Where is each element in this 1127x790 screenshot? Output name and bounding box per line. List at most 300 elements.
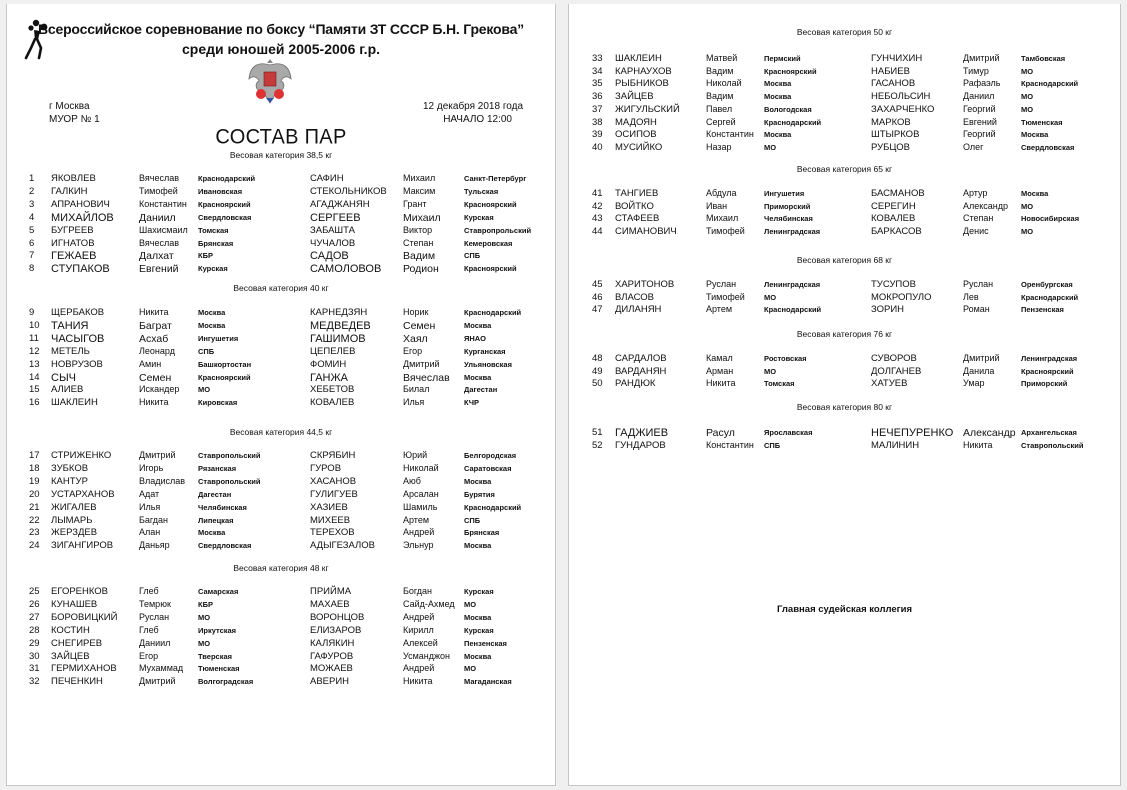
red-corner-first-name: Темрюк bbox=[139, 598, 171, 609]
bout-pair-row bbox=[7, 212, 555, 225]
red-corner-region: Красноярский bbox=[198, 199, 251, 209]
bout-number: 14 bbox=[29, 371, 40, 383]
blue-corner-first-name: Данила bbox=[963, 365, 995, 376]
blue-corner-surname: СЕРГЕЕВ bbox=[310, 211, 361, 224]
red-corner-region: Москва bbox=[764, 79, 792, 89]
red-corner-surname: МИХАЙЛОВ bbox=[51, 211, 114, 224]
bout-pair-row bbox=[7, 476, 555, 489]
red-corner-first-name: Глеб bbox=[139, 624, 159, 635]
bout-number: 26 bbox=[29, 598, 40, 610]
blue-corner-surname: ВОРОНЦОВ bbox=[310, 611, 365, 623]
weight-category-heading: Весовая категория 65 кг bbox=[796, 164, 893, 174]
weight-category-heading: Весовая категория 38,5 кг bbox=[229, 150, 333, 160]
bout-number: 39 bbox=[592, 129, 603, 141]
bout-pair-row bbox=[7, 676, 555, 689]
bout-pair-row bbox=[7, 238, 555, 251]
blue-corner-region: Свердловская bbox=[1021, 142, 1075, 152]
blue-corner-region: Брянская bbox=[464, 528, 500, 538]
blue-corner-first-name: Усманджон bbox=[403, 650, 451, 661]
blue-corner-region: Краснодарский bbox=[1021, 79, 1079, 89]
red-corner-region: Дагестан bbox=[198, 489, 232, 499]
bout-pair-row bbox=[7, 502, 555, 515]
blue-corner-surname: ПРИЙМА bbox=[310, 586, 352, 597]
blue-corner-surname: ГАСАНОВ bbox=[871, 78, 916, 90]
red-corner-region: Челябинская bbox=[198, 502, 247, 512]
red-corner-first-name: Никита bbox=[139, 397, 169, 408]
red-corner-region: СПБ bbox=[198, 346, 215, 356]
blue-corner-first-name: Артем bbox=[403, 514, 430, 525]
red-corner-surname: ЗИГАНГИРОВ bbox=[51, 540, 114, 552]
bout-number: 41 bbox=[592, 188, 603, 199]
red-corner-region: СПБ bbox=[764, 440, 781, 450]
blue-corner-surname: ХЕБЕТОВ bbox=[310, 384, 355, 396]
red-corner-surname: ЕГОРЕНКОВ bbox=[51, 586, 109, 597]
blue-corner-region: Бурятия bbox=[464, 489, 495, 499]
red-corner-first-name: Матвей bbox=[706, 53, 738, 63]
red-corner-surname: ИГНАТОВ bbox=[51, 237, 95, 249]
bout-pair-row bbox=[7, 346, 555, 359]
bout-number: 52 bbox=[592, 439, 603, 451]
red-corner-surname: ДИЛАНЯН bbox=[615, 304, 662, 316]
blue-corner-region: Приморский bbox=[1021, 379, 1068, 389]
blue-corner-surname: КАРНЕДЗЯН bbox=[310, 307, 368, 318]
bout-number: 12 bbox=[29, 345, 40, 357]
red-corner-surname: ТАНГИЕВ bbox=[615, 188, 659, 199]
red-corner-first-name: Леонард bbox=[139, 345, 175, 356]
blue-corner-region: Дагестан bbox=[464, 385, 498, 395]
red-corner-region: Томская bbox=[764, 379, 795, 389]
blue-corner-first-name: Никита bbox=[963, 439, 993, 450]
bout-number: 23 bbox=[29, 527, 40, 539]
bout-number: 31 bbox=[29, 663, 40, 675]
bout-pair-row bbox=[7, 333, 555, 346]
bout-pair-row bbox=[7, 463, 555, 476]
bout-number: 6 bbox=[29, 237, 35, 249]
bout-number: 1 bbox=[29, 173, 35, 184]
blue-corner-first-name: Дмитрий bbox=[963, 53, 1000, 63]
blue-corner-first-name: Александр bbox=[963, 200, 1009, 211]
blue-corner-first-name: Аюб bbox=[403, 475, 421, 486]
red-corner-first-name: Вадим bbox=[706, 65, 734, 76]
blue-corner-first-name: Вадим bbox=[403, 250, 436, 263]
red-corner-first-name: Никита bbox=[139, 307, 169, 317]
red-corner-surname: СТУПАКОВ bbox=[51, 263, 110, 276]
bout-number: 44 bbox=[592, 226, 603, 238]
red-corner-surname: ГУНДАРОВ bbox=[615, 439, 666, 451]
red-corner-first-name: Даньяр bbox=[139, 540, 170, 551]
blue-corner-region: Кемеровская bbox=[464, 238, 513, 248]
blue-corner-region: Москва bbox=[464, 372, 492, 382]
red-corner-region: Москва bbox=[198, 528, 226, 538]
blue-corner-surname: ГАНЖА bbox=[310, 371, 348, 384]
red-corner-region: МО bbox=[198, 612, 211, 622]
blue-corner-first-name: Кирилл bbox=[403, 624, 434, 635]
blue-corner-first-name: Андрей bbox=[403, 527, 435, 538]
red-corner-first-name: Даниил bbox=[139, 211, 176, 224]
blue-corner-first-name: Юрий bbox=[403, 450, 428, 460]
red-corner-region: Красноярский bbox=[764, 66, 817, 76]
red-corner-surname: НОВРУЗОВ bbox=[51, 358, 103, 370]
blue-corner-first-name: Степан bbox=[403, 237, 434, 248]
red-corner-region: Вологодская bbox=[764, 104, 812, 114]
bout-pair-row bbox=[569, 292, 1120, 305]
bout-number: 22 bbox=[29, 514, 40, 526]
bout-pair-row bbox=[569, 142, 1120, 155]
red-corner-surname: ГАДЖИЕВ bbox=[615, 427, 669, 439]
blue-corner-surname: ШТЫРКОВ bbox=[871, 129, 920, 141]
bout-pair-row bbox=[7, 397, 555, 410]
red-corner-region: Томская bbox=[198, 225, 229, 235]
blue-corner-region: Новосибирская bbox=[1021, 214, 1080, 224]
red-corner-region: Тюменская bbox=[198, 664, 240, 674]
red-corner-region: Брянская bbox=[198, 238, 234, 248]
bout-pair-row bbox=[569, 427, 1120, 440]
blue-corner-surname: МАХАЕВ bbox=[310, 598, 350, 610]
red-corner-region: Москва bbox=[198, 308, 226, 317]
coat-of-arms-emblem bbox=[247, 57, 293, 109]
red-corner-surname: ГЕЖАЕВ bbox=[51, 250, 97, 263]
blue-corner-first-name: Богдан bbox=[403, 586, 433, 596]
blue-corner-surname: НЕЧЕПУРЕНКО bbox=[871, 427, 954, 439]
bout-pair-row bbox=[7, 359, 555, 372]
blue-corner-surname: СТЕКОЛЬНИКОВ bbox=[310, 185, 387, 197]
blue-corner-first-name: Олег bbox=[963, 141, 984, 152]
blue-corner-surname: ЧУЧАЛОВ bbox=[310, 237, 356, 249]
red-corner-region: Ивановская bbox=[198, 186, 243, 196]
red-corner-region: Башкортостан bbox=[198, 359, 252, 369]
blue-corner-region: Краснодарский bbox=[464, 502, 522, 512]
blue-corner-region: Москва bbox=[464, 612, 492, 622]
bout-number: 13 bbox=[29, 358, 40, 370]
blue-corner-surname: ЗОРИН bbox=[871, 304, 905, 316]
bout-pair-row bbox=[7, 489, 555, 502]
blue-corner-first-name: Михаил bbox=[403, 173, 436, 183]
blue-corner-region: Курганская bbox=[464, 346, 506, 356]
red-corner-first-name: Павел bbox=[706, 103, 733, 114]
weight-category-heading: Весовая категория 76 кг bbox=[796, 329, 893, 339]
red-corner-surname: БУГРЕЕВ bbox=[51, 224, 94, 236]
blue-corner-surname: САФИН bbox=[310, 173, 344, 184]
blue-corner-first-name: Артур bbox=[963, 188, 988, 198]
bout-pair-row bbox=[7, 540, 555, 553]
date-label: 12 декабря 2018 года bbox=[422, 101, 523, 112]
blue-corner-region: Тамбовская bbox=[1021, 54, 1066, 63]
blue-corner-first-name: Илья bbox=[403, 397, 425, 408]
start-time-label: НАЧАЛО 12:00 bbox=[443, 114, 512, 125]
red-corner-surname: ЯКОВЛЕВ bbox=[51, 173, 96, 184]
document-page-2 bbox=[568, 4, 1121, 786]
bout-number: 24 bbox=[29, 540, 40, 552]
red-corner-surname: ЗУБКОВ bbox=[51, 462, 89, 474]
bout-number: 36 bbox=[592, 91, 603, 103]
blue-corner-region: МО bbox=[1021, 92, 1034, 102]
blue-corner-region: МО bbox=[464, 664, 477, 674]
blue-corner-surname: ХАСАНОВ bbox=[310, 475, 357, 487]
weight-category-heading: Весовая категория 80 кг bbox=[796, 402, 893, 412]
bout-number: 47 bbox=[592, 304, 603, 316]
red-corner-first-name: Сергей bbox=[706, 116, 736, 127]
blue-corner-region: МО bbox=[1021, 201, 1034, 211]
red-corner-first-name: Семен bbox=[139, 371, 172, 384]
bout-number: 7 bbox=[29, 250, 35, 262]
red-corner-first-name: Мухаммад bbox=[139, 663, 184, 674]
bout-pair-row bbox=[7, 320, 555, 333]
bout-pair-row bbox=[569, 304, 1120, 317]
blue-corner-first-name: Шамиль bbox=[403, 501, 438, 512]
red-corner-first-name: Артем bbox=[706, 304, 733, 315]
blue-corner-region: Пензенская bbox=[464, 638, 507, 648]
bout-number: 9 bbox=[29, 307, 35, 318]
blue-corner-region: Красноярский bbox=[464, 264, 517, 274]
bout-number: 18 bbox=[29, 462, 40, 474]
bout-pair-row bbox=[7, 372, 555, 385]
red-corner-surname: ЗАЙЦЕВ bbox=[51, 650, 90, 662]
blue-corner-surname: БАРКАСОВ bbox=[871, 226, 922, 238]
red-corner-first-name: Николай bbox=[706, 78, 742, 89]
blue-corner-surname: ТЕРЕХОВ bbox=[310, 527, 355, 539]
blue-corner-surname: МАЛИНИН bbox=[871, 439, 920, 451]
blue-corner-surname: АДЫГЕЗАЛОВ bbox=[310, 540, 376, 552]
red-corner-region: Краснодарский bbox=[198, 174, 256, 183]
red-corner-first-name: Адат bbox=[139, 488, 160, 499]
bout-pair-row bbox=[7, 263, 555, 276]
red-corner-region: Ингушетия bbox=[764, 189, 805, 198]
bout-number: 29 bbox=[29, 637, 40, 649]
blue-corner-region: МО bbox=[1021, 104, 1034, 114]
blue-corner-first-name: Рафаэль bbox=[963, 78, 1001, 89]
blue-corner-surname: ТУСУПОВ bbox=[871, 279, 916, 290]
bout-number: 48 bbox=[592, 353, 603, 364]
bout-pair-row bbox=[569, 279, 1120, 292]
red-corner-region: Ленинградская bbox=[764, 280, 821, 289]
bout-number: 33 bbox=[592, 53, 603, 64]
bout-number: 43 bbox=[592, 213, 603, 225]
blue-corner-surname: МЕДВЕДЕВ bbox=[310, 319, 371, 332]
red-corner-region: Самарская bbox=[198, 587, 239, 596]
blue-corner-first-name: Грант bbox=[403, 198, 427, 209]
blue-corner-surname: МОКРОПУЛО bbox=[871, 291, 932, 303]
bout-pair-row bbox=[569, 226, 1120, 239]
red-corner-region: Ингушетия bbox=[198, 333, 239, 343]
bout-number: 21 bbox=[29, 501, 40, 513]
red-corner-first-name: Арман bbox=[706, 365, 734, 376]
bout-number: 4 bbox=[29, 211, 35, 223]
red-corner-region: Ростовская bbox=[764, 354, 807, 363]
red-corner-region: Курская bbox=[198, 264, 228, 274]
bout-pair-row bbox=[569, 353, 1120, 366]
red-corner-surname: РАНДЮК bbox=[615, 378, 656, 390]
blue-corner-region: Санкт-Петербург bbox=[464, 174, 527, 183]
red-corner-surname: ВЛАСОВ bbox=[615, 291, 654, 303]
blue-corner-region: СПБ bbox=[464, 515, 481, 525]
red-corner-region: КБР bbox=[198, 251, 213, 261]
bout-number: 16 bbox=[29, 397, 40, 409]
red-corner-region: Свердловская bbox=[198, 212, 252, 222]
blue-corner-region: Курская bbox=[464, 587, 494, 596]
bout-number: 37 bbox=[592, 103, 603, 115]
red-corner-region: Пермский bbox=[764, 54, 801, 63]
blue-corner-surname: МОЖАЕВ bbox=[310, 663, 353, 675]
red-corner-region: Рязанская bbox=[198, 463, 237, 473]
bout-number: 35 bbox=[592, 78, 603, 90]
bout-number: 27 bbox=[29, 611, 40, 623]
bout-pair-row bbox=[7, 186, 555, 199]
bout-pair-row bbox=[7, 450, 555, 463]
red-corner-first-name: Дмитрий bbox=[139, 450, 176, 460]
bout-pair-row bbox=[7, 199, 555, 212]
blue-corner-first-name: Алексей bbox=[403, 637, 438, 648]
red-corner-first-name: Никита bbox=[706, 378, 736, 389]
blue-corner-first-name: Георгий bbox=[963, 103, 996, 114]
blue-corner-region: Ульяновская bbox=[464, 359, 512, 369]
competition-title: Всероссийское соревнование по боксу “Памяти ЗТ СССР Б.Н. Грекова” bbox=[38, 21, 524, 37]
red-corner-surname: МЕТЕЛЬ bbox=[51, 345, 90, 357]
red-corner-region: КБР bbox=[198, 599, 213, 609]
red-corner-surname: СНЕГИРЕВ bbox=[51, 637, 103, 649]
red-corner-region: Кировская bbox=[198, 398, 238, 408]
blue-corner-region: МО bbox=[464, 599, 477, 609]
blue-corner-first-name: Родион bbox=[403, 263, 439, 276]
red-corner-first-name: Амин bbox=[139, 358, 162, 369]
red-corner-first-name: Михаил bbox=[706, 213, 739, 224]
blue-corner-surname: АВЕРИН bbox=[310, 676, 350, 688]
blue-corner-surname: СКРЯБИН bbox=[310, 450, 356, 461]
blue-corner-first-name: Александр bbox=[963, 427, 1016, 439]
bout-number: 34 bbox=[592, 65, 603, 77]
blue-corner-surname: ГУНЧИХИН bbox=[871, 53, 923, 64]
blue-corner-first-name: Виктор bbox=[403, 224, 433, 235]
blue-corner-surname: ХАТУЕВ bbox=[871, 378, 908, 390]
red-corner-surname: ЩЕРБАКОВ bbox=[51, 307, 105, 318]
blue-corner-first-name: Роман bbox=[963, 304, 990, 315]
red-corner-region: Москва bbox=[764, 92, 792, 102]
weight-category-heading: Весовая категория 40 кг bbox=[233, 283, 329, 293]
blue-corner-first-name: Тимур bbox=[963, 65, 989, 76]
bout-pair-row bbox=[569, 201, 1120, 214]
bout-pair-row bbox=[569, 213, 1120, 226]
red-corner-first-name: Вячеслав bbox=[139, 173, 180, 183]
bout-number: 5 bbox=[29, 224, 35, 236]
red-corner-region: Ярославская bbox=[764, 428, 813, 437]
blue-corner-surname: ЗАБАШТА bbox=[310, 224, 355, 236]
red-corner-surname: УСТАРХАНОВ bbox=[51, 488, 115, 500]
red-corner-first-name: Руслан bbox=[706, 279, 737, 289]
blue-corner-surname: КАЛЯКИН bbox=[310, 637, 355, 649]
blue-corner-surname: МИХЕЕВ bbox=[310, 514, 351, 526]
blue-corner-first-name: Арсалан bbox=[403, 488, 439, 499]
red-corner-region: Приморский bbox=[764, 201, 811, 211]
blue-corner-first-name: Норик bbox=[403, 307, 429, 317]
blue-corner-surname: СУВОРОВ bbox=[871, 353, 917, 364]
red-corner-first-name: Глеб bbox=[139, 586, 159, 596]
blue-corner-region: Ставропрольский bbox=[464, 225, 532, 235]
red-corner-region: Свердловская bbox=[198, 541, 252, 551]
bout-number: 2 bbox=[29, 185, 35, 197]
red-corner-first-name: Даниил bbox=[139, 637, 171, 648]
blue-corner-region: Москва bbox=[1021, 189, 1049, 198]
blue-corner-surname: ГУЛИГУЕВ bbox=[310, 488, 358, 500]
red-corner-surname: РЫБНИКОВ bbox=[615, 78, 669, 90]
red-corner-first-name: Константин bbox=[706, 439, 754, 450]
blue-corner-region: МО bbox=[1021, 227, 1034, 237]
bout-pair-row bbox=[569, 129, 1120, 142]
red-corner-region: Краснодарский bbox=[764, 117, 822, 127]
red-corner-region: Ленинградская bbox=[764, 227, 821, 237]
bout-number: 17 bbox=[29, 450, 40, 461]
red-corner-first-name: Илья bbox=[139, 501, 161, 512]
blue-corner-surname: НАБИЕВ bbox=[871, 65, 910, 77]
blue-corner-first-name: Михаил bbox=[403, 211, 441, 224]
blue-corner-first-name: Андрей bbox=[403, 611, 435, 622]
blue-corner-first-name: Степан bbox=[963, 213, 994, 224]
weight-category-heading: Весовая категория 50 кг bbox=[796, 27, 893, 37]
red-corner-first-name: Евгений bbox=[139, 263, 179, 276]
blue-corner-region: Москва bbox=[464, 320, 492, 330]
red-corner-first-name: Расул bbox=[706, 427, 735, 439]
bout-number: 28 bbox=[29, 624, 40, 636]
bout-pair-row bbox=[7, 638, 555, 651]
blue-corner-first-name: Егор bbox=[403, 345, 423, 356]
red-corner-first-name: Абдула bbox=[706, 188, 737, 198]
bout-number: 20 bbox=[29, 488, 40, 500]
red-corner-surname: ЧАСЫГОВ bbox=[51, 332, 105, 345]
blue-corner-first-name: Руслан bbox=[963, 279, 994, 289]
blue-corner-region: Москва bbox=[1021, 130, 1049, 140]
bout-number: 40 bbox=[592, 141, 603, 153]
blue-corner-first-name: Эльнур bbox=[403, 540, 434, 551]
red-corner-surname: ЖИГАЛЕВ bbox=[51, 501, 97, 513]
red-corner-first-name: Руслан bbox=[139, 611, 170, 622]
bout-number: 51 bbox=[592, 427, 603, 438]
bout-number: 42 bbox=[592, 200, 603, 212]
blue-corner-region: МО bbox=[1021, 66, 1034, 76]
red-corner-region: Ставропольский bbox=[198, 451, 261, 460]
blue-corner-first-name: Дмитрий bbox=[403, 358, 440, 369]
blue-corner-region: Оренбургская bbox=[1021, 280, 1073, 289]
blue-corner-region: Архангельская bbox=[1021, 428, 1077, 437]
blue-corner-region: Ставропольский bbox=[1021, 440, 1084, 450]
bout-pair-row bbox=[7, 599, 555, 612]
red-corner-surname: ПЕЧЕНКИН bbox=[51, 676, 103, 688]
blue-corner-region: Москва bbox=[464, 651, 492, 661]
red-corner-first-name: Владислав bbox=[139, 475, 186, 486]
red-corner-region: Челябинская bbox=[764, 214, 813, 224]
red-corner-surname: ОСИПОВ bbox=[615, 129, 657, 141]
blue-corner-surname: ДОЛГАНЕВ bbox=[871, 365, 922, 377]
red-corner-region: Иркутская bbox=[198, 625, 237, 635]
red-corner-surname: ГЕРМИХАНОВ bbox=[51, 663, 117, 675]
bout-number: 11 bbox=[29, 332, 39, 344]
blue-corner-surname: ФОМИН bbox=[310, 358, 347, 370]
red-corner-surname: АПРАНОВИЧ bbox=[51, 198, 110, 210]
blue-corner-region: Тюменская bbox=[1021, 117, 1063, 127]
blue-corner-region: СПБ bbox=[464, 251, 481, 261]
blue-corner-region: Москва bbox=[464, 541, 492, 551]
red-corner-surname: МУСИЙКО bbox=[615, 141, 663, 153]
bout-pair-row bbox=[7, 225, 555, 238]
red-corner-first-name: Багдан bbox=[139, 514, 169, 525]
red-corner-surname: АЛИЕВ bbox=[51, 384, 84, 396]
blue-corner-region: Москва bbox=[464, 476, 492, 486]
blue-corner-region: Белгородская bbox=[464, 451, 517, 460]
red-corner-region: Москва bbox=[198, 320, 226, 330]
blue-corner-surname: БАСМАНОВ bbox=[871, 188, 925, 199]
blue-corner-first-name: Дмитрий bbox=[963, 353, 1000, 363]
red-corner-surname: СЫЧ bbox=[51, 371, 77, 384]
page-title: СОСТАВ ПАР bbox=[215, 125, 347, 149]
blue-corner-surname: РУБЦОВ bbox=[871, 141, 910, 153]
red-corner-first-name: Камал bbox=[706, 353, 733, 363]
